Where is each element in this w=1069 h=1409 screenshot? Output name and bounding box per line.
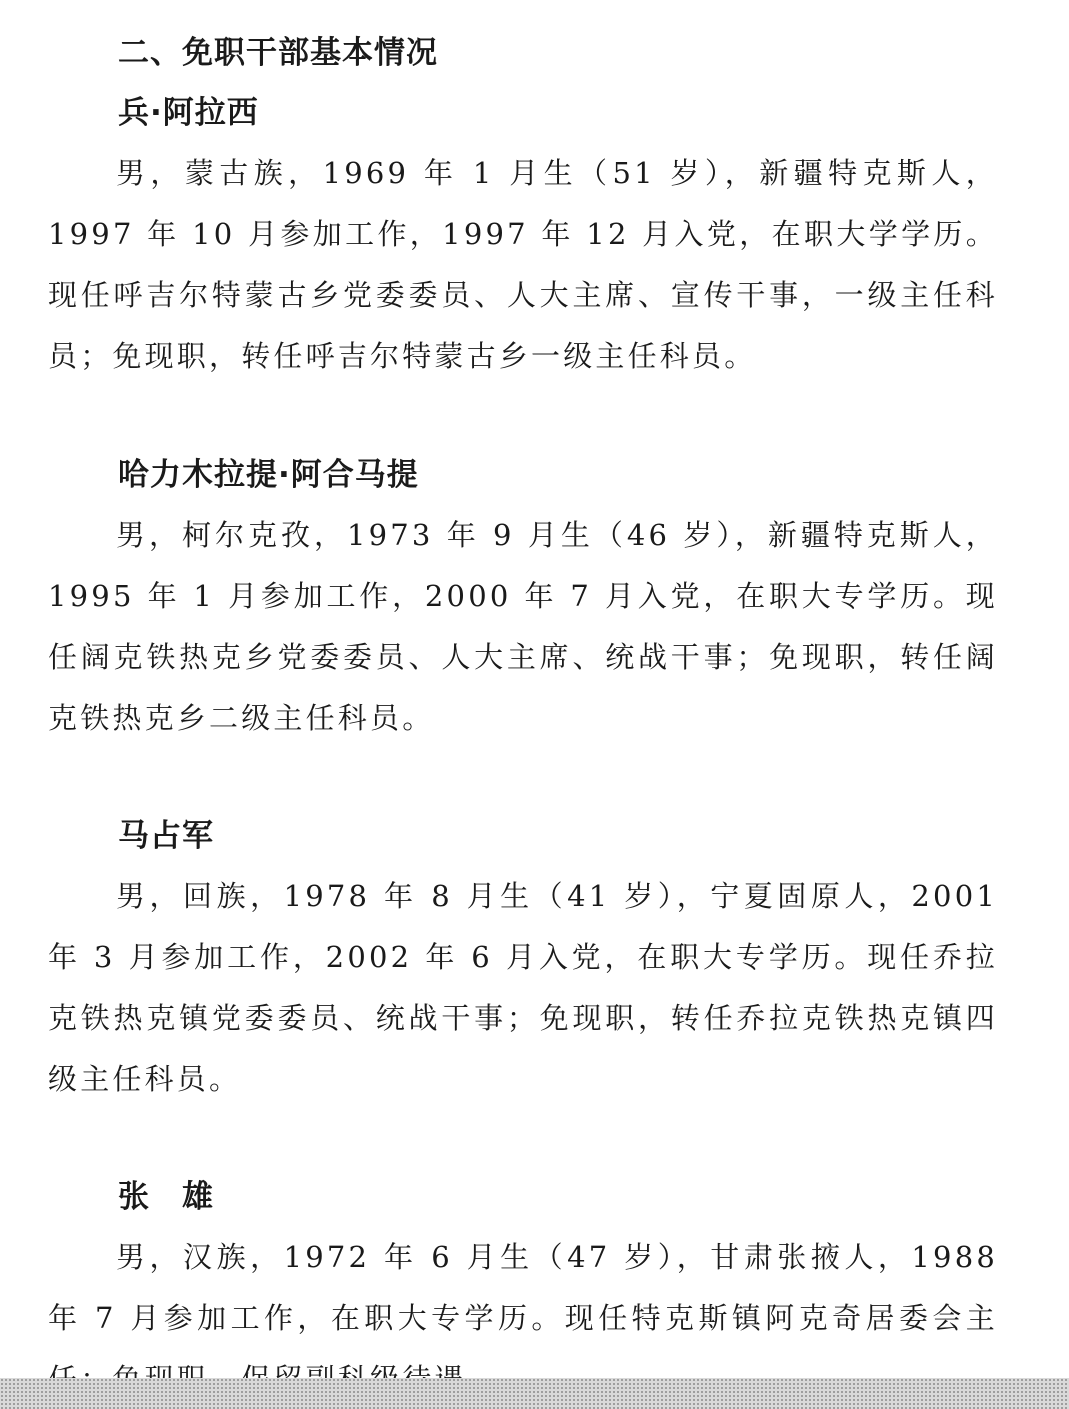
section-heading: 二、免职干部基本情况 [118,35,438,71]
person-entry [48,83,998,387]
person-entry [48,445,998,749]
person-description: 男，回族，1978 年 8 月生（41 岁），宁夏固原人，2001 年 3 月参加工作，2002 年 6 月入党，在职大专学历。现任乔拉克铁热克镇党委委员、统战干事；免现职，转任乔拉克铁热克镇四级主任科员。 [48,879,998,1096]
person-entry [48,806,998,1110]
person-name: 哈力木拉提·阿合马提 [118,457,419,493]
person-name: 张 雄 [118,1179,214,1215]
page-cutoff-strip [0,1378,1069,1409]
person-entry [48,1167,998,1409]
person-description: 男，柯尔克孜，1973 年 9 月生（46 岁），新疆特克斯人，1995 年 1 月参加工作，2000 年 7 月入党，在职大专学历。现任阔克铁热克乡党委委员、人大主席、统战干事；免现职，转任阔克铁热克乡二级主任科员。 [48,518,998,735]
person-name: 兵·阿拉西 [118,95,259,131]
person-description: 男，汉族，1972 年 6 月生（47 岁），甘肃张掖人，1988 年 7 月参加工作，在职大专学历。现任特克斯镇阿克奇居委会主 [48,1240,998,1335]
person-name: 马占军 [118,818,214,854]
person-description: 男，蒙古族，1969 年 1 月生（51 岁），新疆特克斯人，1997 年 10 月参加工作，1997 年 12 月入党，在职大学学历。现任呼吉尔特蒙古乡党委委员、人大主席、宣传干事，一级主任科员；免现职，转任呼吉尔特蒙古乡一级主任科员。 [48,156,998,373]
